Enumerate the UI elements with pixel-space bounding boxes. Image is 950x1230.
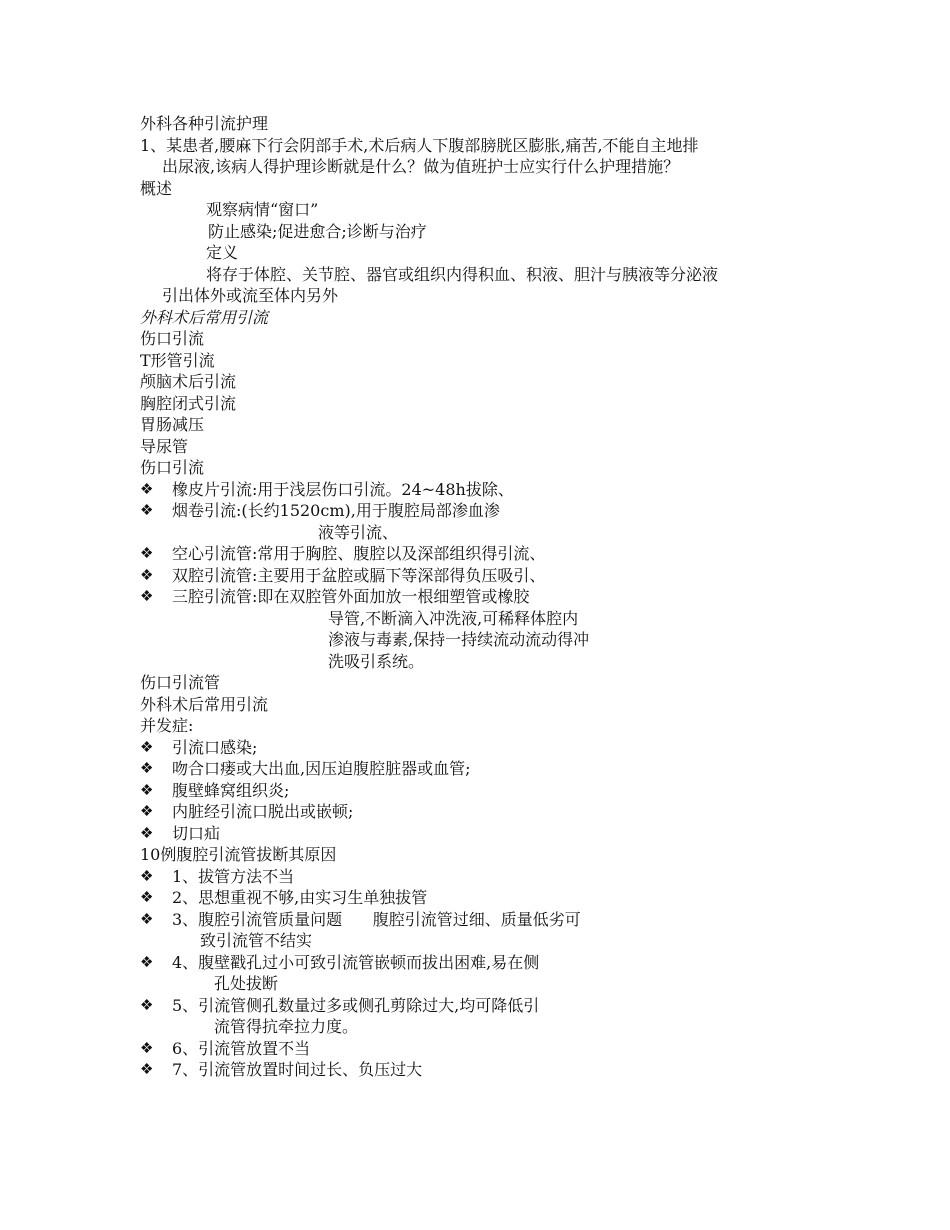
bullet-continuation: 液等引流、 [318,522,399,542]
bullet-continuation: 渗液与毒素,保持一持续流动流动得冲 [328,630,590,649]
diamond-bullet-icon: ❖ [140,479,154,498]
bullet-continuation: 孔处拔断 [214,974,279,993]
breakage-item [140,909,820,931]
diamond-bullet-icon: ❖ [140,952,154,971]
bullet-text: 吻合口瘘或大出血,因压迫腹腔脏器或血管; [172,759,471,778]
bullet-text: 烟卷引流:(长约1520cm),用于腹腔局部渗血渗 [172,501,500,520]
breakage-item [140,1059,820,1081]
bullet-continuation: 致引流管不结实 [200,931,313,950]
bullet-text: 2、思想重视不够,由实习生单独拔管 [172,888,428,907]
complication-item [140,801,820,823]
diamond-bullet-icon: ❖ [140,565,154,584]
question-line-2: 出尿液,该病人得护理诊断就是什么？做为值班护士应实行什么护理措施？ [162,157,680,176]
common-list-item: 胸腔闭式引流 [140,393,237,413]
common-drainage-heading-italic: 外科术后常用引流 [140,307,269,327]
complication-item [140,737,820,759]
wound-item-triple-lumen [140,586,820,608]
diamond-bullet-icon: ❖ [140,802,154,820]
diamond-bullet-icon: ❖ [140,995,154,1014]
wound-item-hollow-tube [140,543,820,565]
common-drainage-heading: 外科术后常用引流 [140,694,269,714]
wound-drainage-heading: 伤口引流 [140,458,205,477]
bullet-continuation: 洗吸引系统。 [328,651,425,671]
bullet-text: 1、拔管方法不当 [172,866,295,886]
bullet-text: 4、腹壁戳孔过小可致引流管嵌顿而拔出困难,易在侧 [172,952,540,972]
diamond-bullet-icon: ❖ [140,587,154,605]
common-list-item: 颅脑术后引流 [140,372,237,391]
complication-item [140,758,820,780]
common-list-item: 胃肠减压 [140,415,205,434]
diamond-bullet-icon: ❖ [140,866,154,885]
bullet-text: 空心引流管:常用于胸腔、腹腔以及深部组织得引流、 [172,544,546,563]
diamond-bullet-icon: ❖ [140,544,154,562]
breakage-item [140,866,820,888]
wound-item-rubber [140,479,820,501]
bullet-text: 3、腹腔引流管质量问题 腹腔引流管过细、质量低劣可 [172,909,581,929]
definition-heading: 定义 [206,243,239,262]
diamond-bullet-icon: ❖ [140,1060,154,1078]
document-body [140,113,820,1081]
diamond-bullet-icon: ❖ [140,823,154,842]
question-line-1: 1、某患者,腰麻下行会阴部手术,术后病人下腹部膀胱区膨胀,痛苦,不能自主地排 [140,135,699,155]
common-list-item: T形管引流 [140,350,215,370]
diamond-bullet-icon: ❖ [140,888,154,906]
breakage-item [140,952,820,974]
diamond-bullet-icon: ❖ [140,780,154,799]
overview-purpose: 防止感染;促进愈合;诊断与治疗 [208,221,427,241]
bullet-continuation: 流管得抗牵拉力度。 [214,1017,359,1036]
bullet-text: 7、引流管放置时间过长、负压过大 [172,1060,423,1079]
bullet-text: 内脏经引流口脱出或嵌顿; [172,802,354,821]
definition-line-1: 将存于体腔、关节腔、器官或组织内得积血、积液、胆汁与胰液等分泌液 [206,264,719,284]
bullet-text: 引流口感染; [172,737,258,757]
diamond-bullet-icon: ❖ [140,501,154,519]
diamond-bullet-icon: ❖ [140,759,154,777]
common-list-item: 伤口引流 [140,329,205,348]
diamond-bullet-icon: ❖ [140,1038,154,1057]
bullet-text: 双腔引流管:主要用于盆腔或膈下等深部得负压吸引、 [172,565,546,585]
common-list-item: 导尿管 [140,436,189,456]
overview-heading: 概述 [140,178,173,198]
definition-line-2: 引出体外或流至体内另外 [162,286,339,305]
breakage-item [140,995,820,1017]
complication-item [140,823,820,845]
complication-item [140,780,820,802]
breakage-heading: 10例腹腔引流管拔断其原因 [140,845,337,864]
bullet-text: 橡皮片引流:用于浅层伤口引流。24~48h拔除、 [172,479,514,499]
wound-item-cigarette [140,500,820,522]
diamond-bullet-icon: ❖ [140,909,154,928]
complications-heading: 并发症: [140,716,194,735]
breakage-item [140,1038,820,1060]
bullet-text: 6、引流管放置不当 [172,1038,311,1058]
diamond-bullet-icon: ❖ [140,737,154,756]
bullet-text: 腹壁蜂窝组织炎; [172,780,290,800]
document-title: 外科各种引流护理 [140,114,269,133]
bullet-text: 切口疝 [172,823,221,843]
wound-item-double-lumen [140,565,820,587]
bullet-text: 三腔引流管:即在双腔管外面加放一根细塑管或橡胶 [172,587,530,606]
bullet-continuation: 导管,不断滴入冲洗液,可稀释体腔内 [328,608,579,628]
overview-window: 观察病情“窗口” [206,200,319,219]
breakage-item [140,887,820,909]
wound-tube-heading: 伤口引流管 [140,673,221,692]
bullet-text: 5、引流管侧孔数量过多或侧孔剪除过大,均可降低引 [172,995,540,1015]
